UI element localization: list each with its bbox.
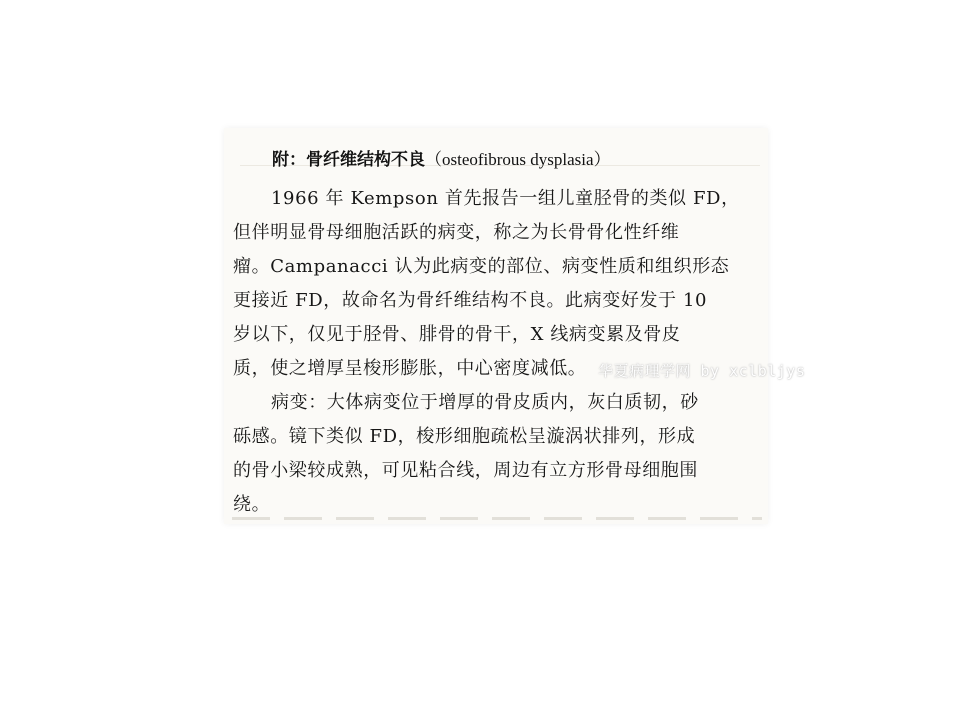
paragraph-line: 但伴明显骨母细胞活跃的病变，称之为长骨骨化性纤维 bbox=[233, 222, 680, 243]
paragraph-line: 质，使之增厚呈梭形膨胀，中心密度减低。 bbox=[233, 358, 587, 379]
paragraph-line: 砾感。镜下类似 FD，梭形细胞疏松呈漩涡状排列，形成 bbox=[233, 426, 696, 447]
paragraph-line: 岁以下，仅见于胫骨、腓骨的骨干，X 线病变累及骨皮 bbox=[233, 324, 681, 345]
paragraph-line: 1966 年 Kempson 首先报告一组儿童胫骨的类似 FD， bbox=[271, 188, 740, 209]
paragraph-line: 瘤。Campanacci 认为此病变的部位、病变性质和组织形态 bbox=[233, 256, 730, 277]
paragraph-line: 绕。 bbox=[233, 494, 271, 515]
page-edge bbox=[232, 517, 762, 520]
paragraph-line: 的骨小梁较成熟，可见粘合线，周边有立方形骨母细胞围 bbox=[233, 460, 698, 481]
heading-subtitle: （osteofibrous dysplasia） bbox=[425, 150, 611, 169]
paragraph-line: 更接近 FD，故命名为骨纤维结构不良。此病变好发于 10 bbox=[233, 290, 708, 311]
watermark-text: 华夏病理学网 by xclbljys bbox=[598, 362, 806, 380]
paragraph-line: 病变：大体病变位于增厚的骨皮质内，灰白质韧，砂 bbox=[271, 392, 699, 413]
heading-title: 附：骨纤维结构不良 bbox=[272, 150, 425, 170]
section-heading bbox=[272, 145, 611, 170]
